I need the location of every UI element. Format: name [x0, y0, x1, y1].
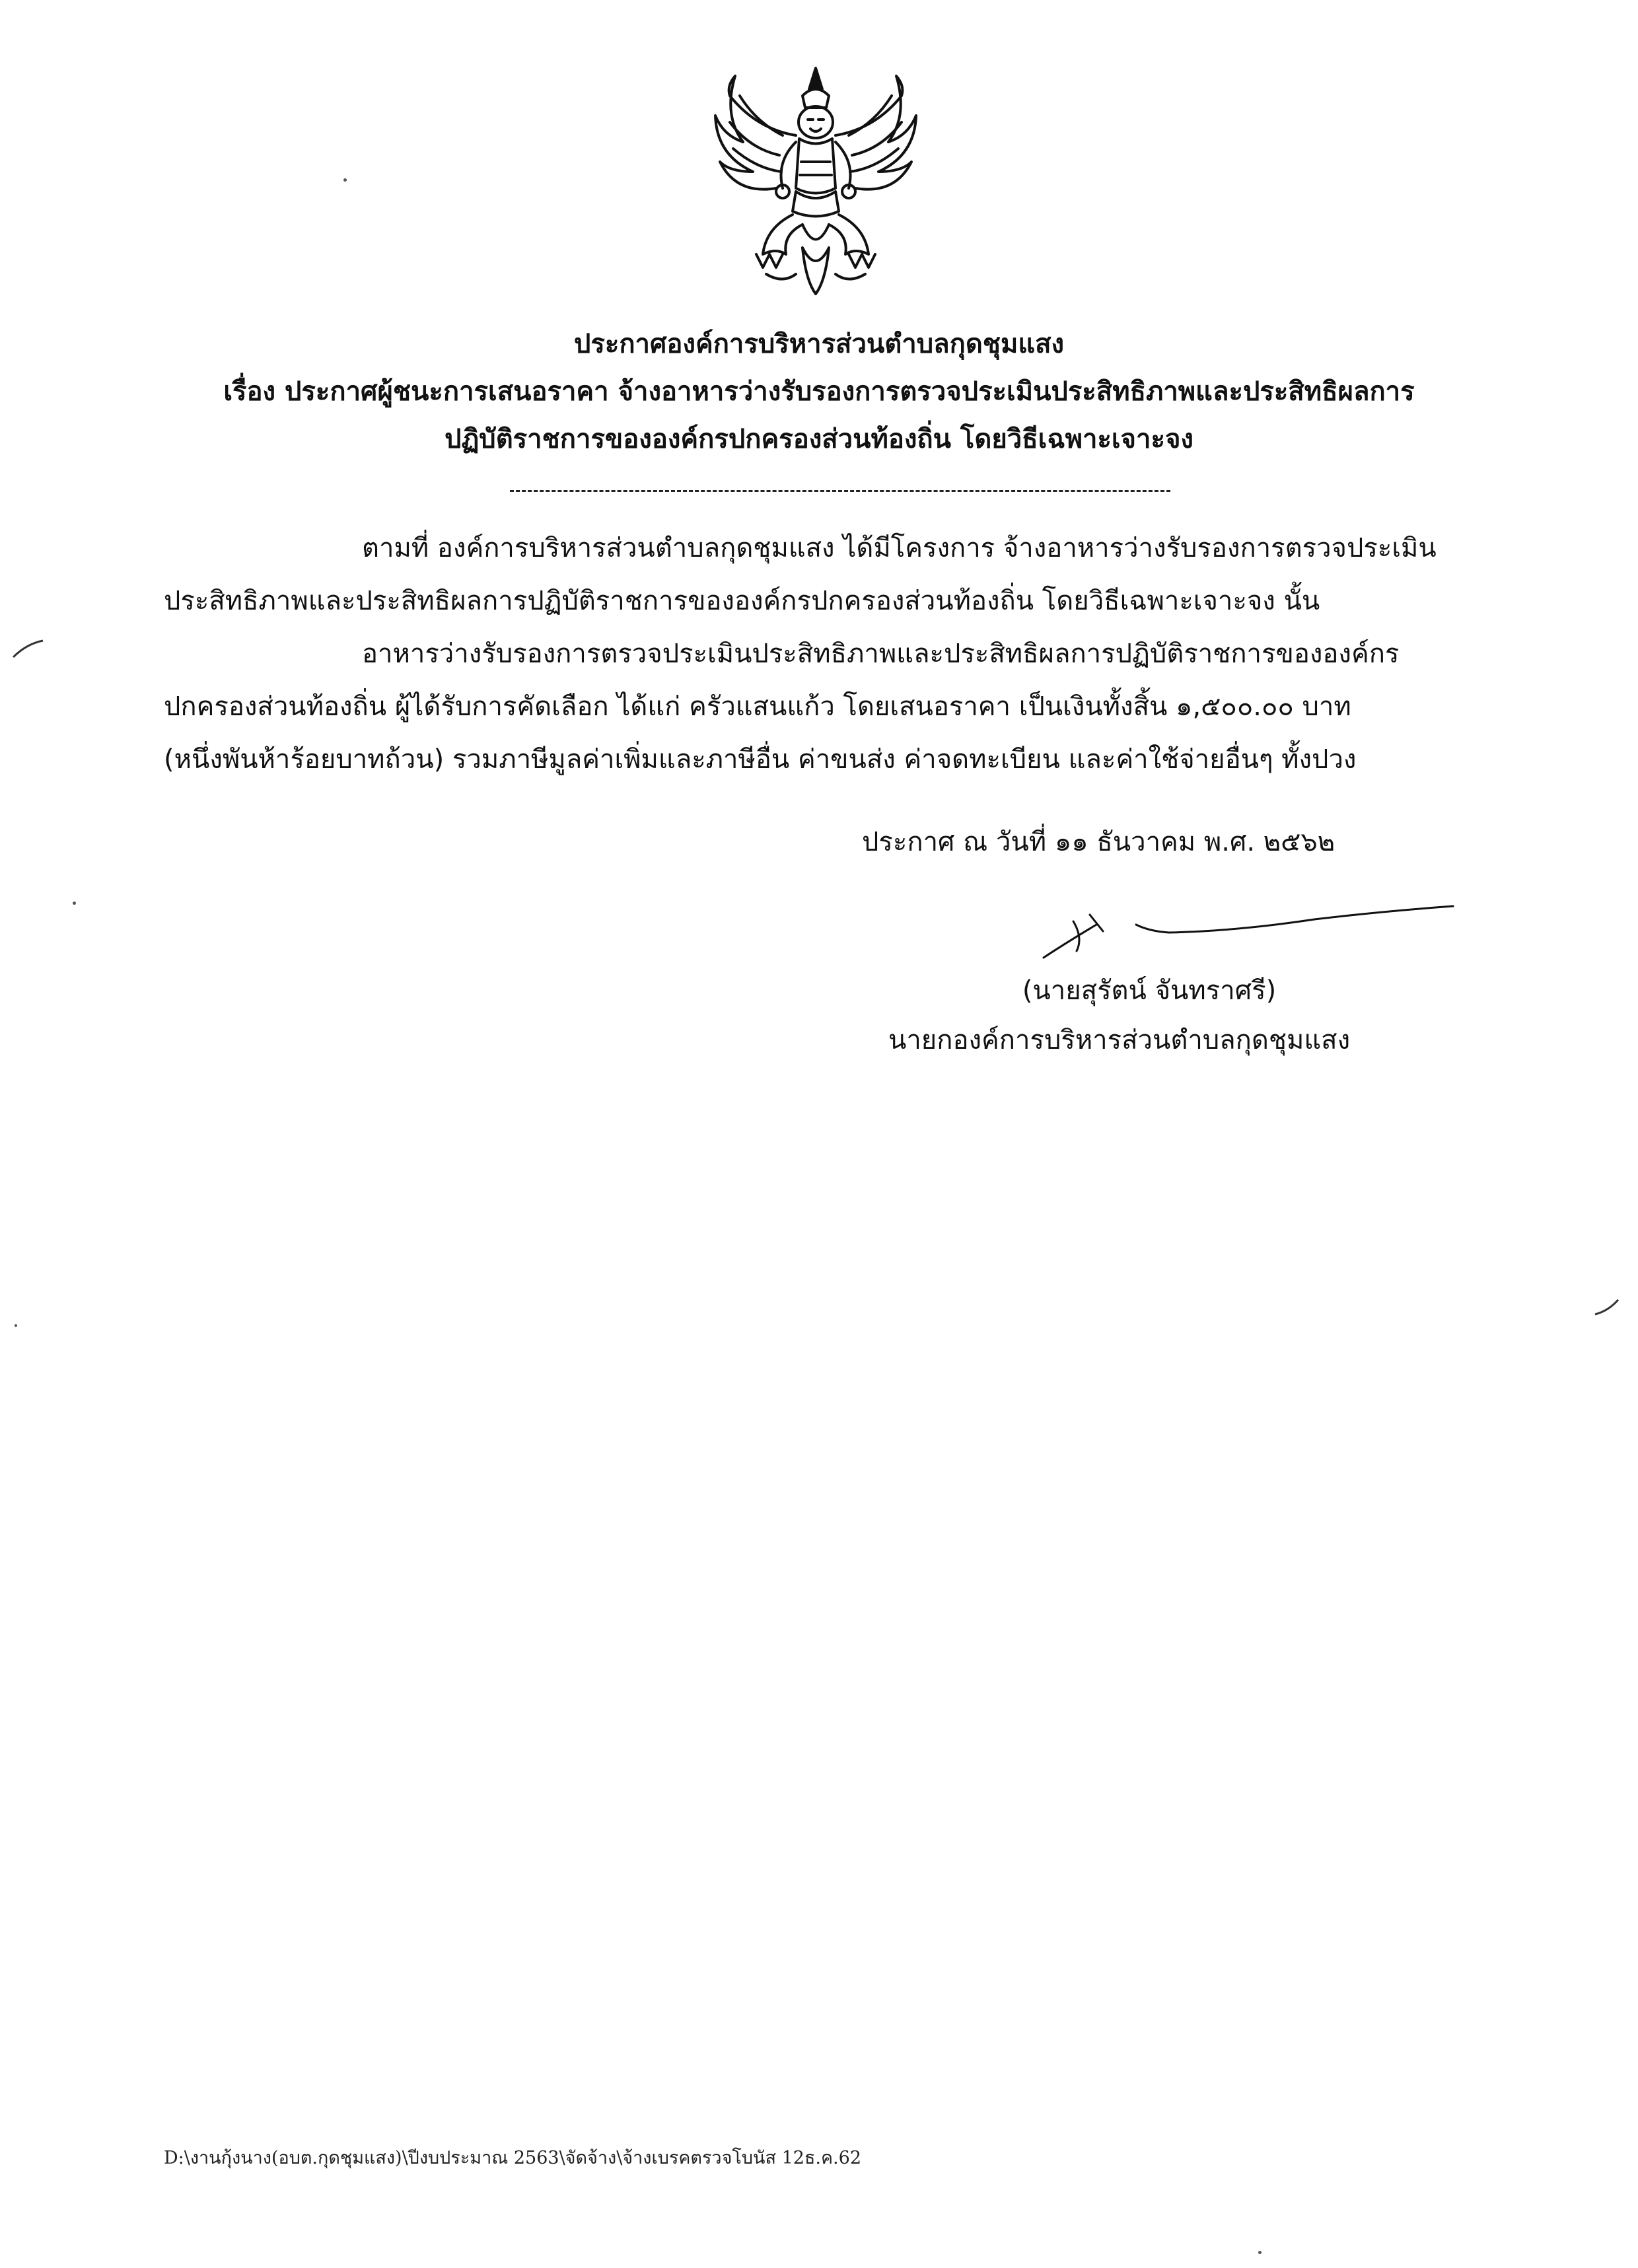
paragraph-2-line-3: (หนึ่งพันห้าร้อยบาทถ้วน) รวมภาษีมูลค่าเพิ่มและภาษีอื่น ค่าขนส่ง ค่าจดทะเบียน และค่าใช้จ่ายอื่นๆ ทั้งปวง [164, 744, 1357, 775]
title-divider [510, 490, 1170, 492]
scan-speck [1258, 2251, 1262, 2254]
title-line-2: เรื่อง ประกาศผู้ชนะการเสนอราคา จ้างอาหารว่างรับรองการตรวจประเมินประสิทธิภาพและประสิทธิผลการ [223, 376, 1415, 407]
handwritten-signature-icon [1037, 885, 1460, 971]
paragraph-1-line-2: ประสิทธิภาพและประสิทธิผลการปฏิบัติราชการขององค์กรปกครองส่วนท้องถิ่น โดยวิธีเฉพาะเจาะจง นั้น [164, 586, 1320, 616]
scan-speck [343, 178, 347, 182]
garuda-emblem-icon [703, 56, 928, 307]
signatory-title: นายกองค์การบริหารส่วนตำบลกุดชุมแสง [888, 1025, 1351, 1055]
scan-speck [73, 902, 76, 905]
announcement-date: ประกาศ ณ วันที่ ๑๑ ธันวาคม พ.ศ. ๒๕๖๒ [862, 827, 1335, 857]
title-line-1: ประกาศองค์การบริหารส่วนตำบลกุดชุมแสง [573, 329, 1065, 359]
announcement-title [132, 320, 1506, 463]
scan-mark-right [1592, 1294, 1625, 1321]
paragraph-1-line-1: ตามที่ องค์การบริหารส่วนตำบลกุดชุมแสง ได้มีโครงการ จ้างอาหารว่างรับรองการตรวจประเมิน [362, 533, 1437, 563]
signatory-name: (นายสุรัตน์ จันทราศรี) [1022, 975, 1277, 1006]
title-line-3: ปฏิบัติราชการขององค์กรปกครองส่วนท้องถิ่น โดยวิธีเฉพาะเจาะจง [445, 424, 1193, 454]
paragraph-2-line-2: ปกครองส่วนท้องถิ่น ผู้ได้รับการคัดเลือก ได้แก่ ครัวแสนแก้ว โดยเสนอราคา เป็นเงินทั้งสิ้น ๑,๕๐๐.๐๐ บาท [164, 691, 1351, 722]
footer-file-path: D:\งานกุ้งนาง(อบต.กุดชุมแสง)\ปีงบประมาณ 2563\จัดจ้าง\จ้างเบรคตรวจโบนัส 12ธ.ค.62 [164, 2148, 861, 2168]
scan-speck [15, 1324, 17, 1327]
paragraph-2-line-1: อาหารว่างรับรองการตรวจประเมินประสิทธิภาพและประสิทธิผลการปฏิบัติราชการขององค์กร [362, 639, 1400, 669]
scan-mark-left [10, 637, 50, 664]
